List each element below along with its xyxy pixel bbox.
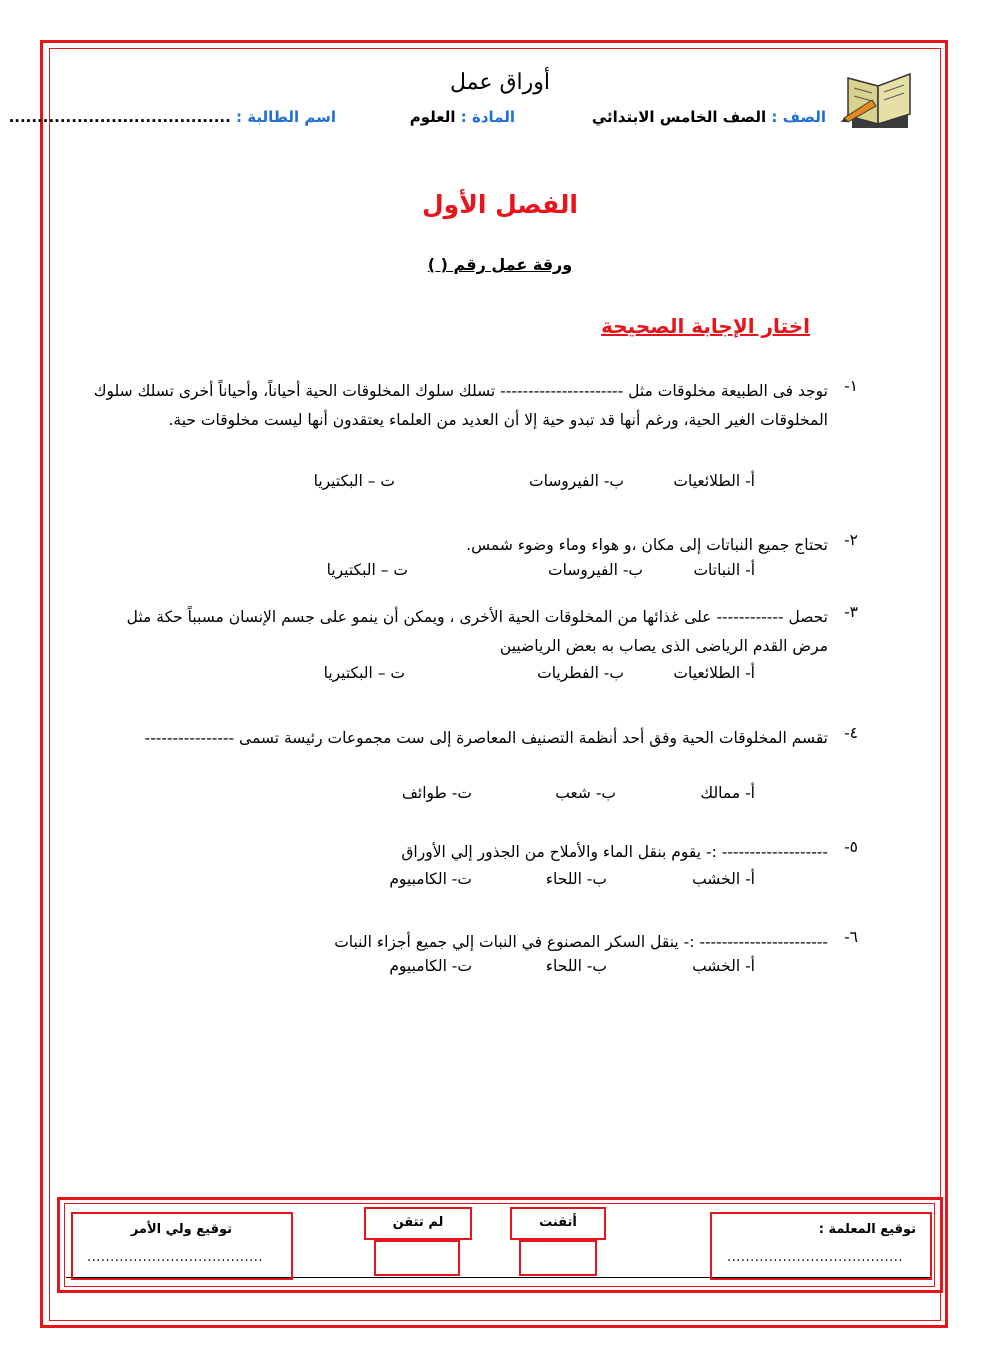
page-title: أوراق عمل	[449, 70, 551, 95]
grade-value: الصف الخامس الابتدائي	[591, 108, 767, 126]
student-name-field[interactable]: .......................................	[8, 108, 231, 126]
instruction-heading: اختار الإجابة الصحيحة	[601, 314, 810, 338]
question-number: ٢-	[844, 531, 858, 549]
option-b[interactable]: ب- شعب	[555, 784, 616, 802]
option-c[interactable]: ت- الكامبيوم	[389, 870, 472, 888]
worksheet-number: ورقة عمل رقم ( )	[427, 255, 573, 274]
teacher-signature-label: توقيع المعلمة :	[818, 1222, 916, 1237]
subject-info	[410, 108, 515, 126]
teacher-signature-line[interactable]: ......................................	[727, 1250, 904, 1265]
option-a[interactable]: أ- النباتات	[693, 561, 755, 579]
mastered-checkbox[interactable]	[519, 1240, 597, 1276]
option-a[interactable]: أ- الخشب	[692, 870, 755, 888]
option-c[interactable]: ت – البكتيريا	[313, 472, 395, 490]
question-number: ١-	[844, 377, 858, 395]
option-a[interactable]: أ- الطلائعيات	[673, 472, 755, 490]
option-c[interactable]: ت- طوائف	[401, 784, 472, 802]
guardian-signature-label: توقيع ولي الأمر	[130, 1222, 232, 1237]
question-number: ٦-	[844, 928, 858, 946]
student-name-info	[9, 108, 336, 126]
option-c[interactable]: ت – البكتيريا	[326, 561, 408, 579]
student-name-label: اسم الطالبة :	[236, 108, 336, 126]
grade-label: الصف :	[771, 108, 826, 126]
option-b[interactable]: ب- اللحاء	[545, 957, 607, 975]
subject-label: المادة :	[460, 108, 515, 126]
option-b[interactable]: ب- الفطريات	[537, 664, 624, 682]
question-text: تحتاج جميع النباتات إلى مكان ،و هواء وماء وضوء شمس.	[466, 536, 828, 554]
option-b[interactable]: ب- الفيروسات	[529, 472, 624, 490]
question-text: ----------------------- :- ينقل السكر المصنوع في النبات إلي جميع أجزاء النبات	[334, 933, 828, 951]
option-a[interactable]: أ- الطلائعيات	[673, 664, 755, 682]
not-mastered-checkbox[interactable]	[374, 1240, 460, 1276]
option-b[interactable]: ب- اللحاء	[545, 870, 607, 888]
page-border-inner	[49, 48, 941, 1321]
question-number: ٣-	[844, 603, 858, 621]
question-number: ٥-	[844, 838, 858, 856]
grade-info	[592, 108, 826, 126]
chapter-title: الفصل الأول	[421, 190, 579, 219]
mastered-label: أتقنت	[539, 1215, 577, 1230]
subject-value: العلوم	[409, 108, 456, 126]
option-a[interactable]: أ- ممالك	[700, 784, 755, 802]
book-pencil-icon	[838, 60, 918, 140]
guardian-signature-line[interactable]: ......................................	[87, 1250, 264, 1265]
question-text: توجد فى الطبيعة مخلوقات مثل ---------------------- تسلك سلوك المخلوقات الحية أحياناً، وأحياناً أخرى تسلك سلوك المخلوقات الغير الحية، ورغم أنها قد تبدو حية إلا أن العديد من العلماء يعتقدون أنها ليست مخلوقات حية.	[93, 382, 828, 429]
question-text: تحصل ------------ على غذائها من المخلوقات الحية الأخرى ، ويمكن أن ينمو على جسم الإنسان مسبباً حكة مثل مرض القدم الرياضى الذى يصاب به بعض الرياضيين	[126, 608, 828, 655]
not-mastered-label: لم تتقن	[392, 1215, 444, 1230]
question-text: تقسم المخلوقات الحية وفق أحد أنظمة التصنيف المعاصرة إلى ست مجموعات رئيسة تسمى ----------------	[144, 729, 828, 747]
option-c[interactable]: ت – البكتيريا	[323, 664, 405, 682]
question-number: ٤-	[844, 724, 858, 742]
option-a[interactable]: أ- الخشب	[692, 957, 755, 975]
option-c[interactable]: ت- الكامبيوم	[389, 957, 472, 975]
question-text: ------------------- :- يقوم بنقل الماء والأملاح من الجذور إلي الأوراق	[401, 843, 828, 861]
option-b[interactable]: ب- الفيروسات	[548, 561, 643, 579]
